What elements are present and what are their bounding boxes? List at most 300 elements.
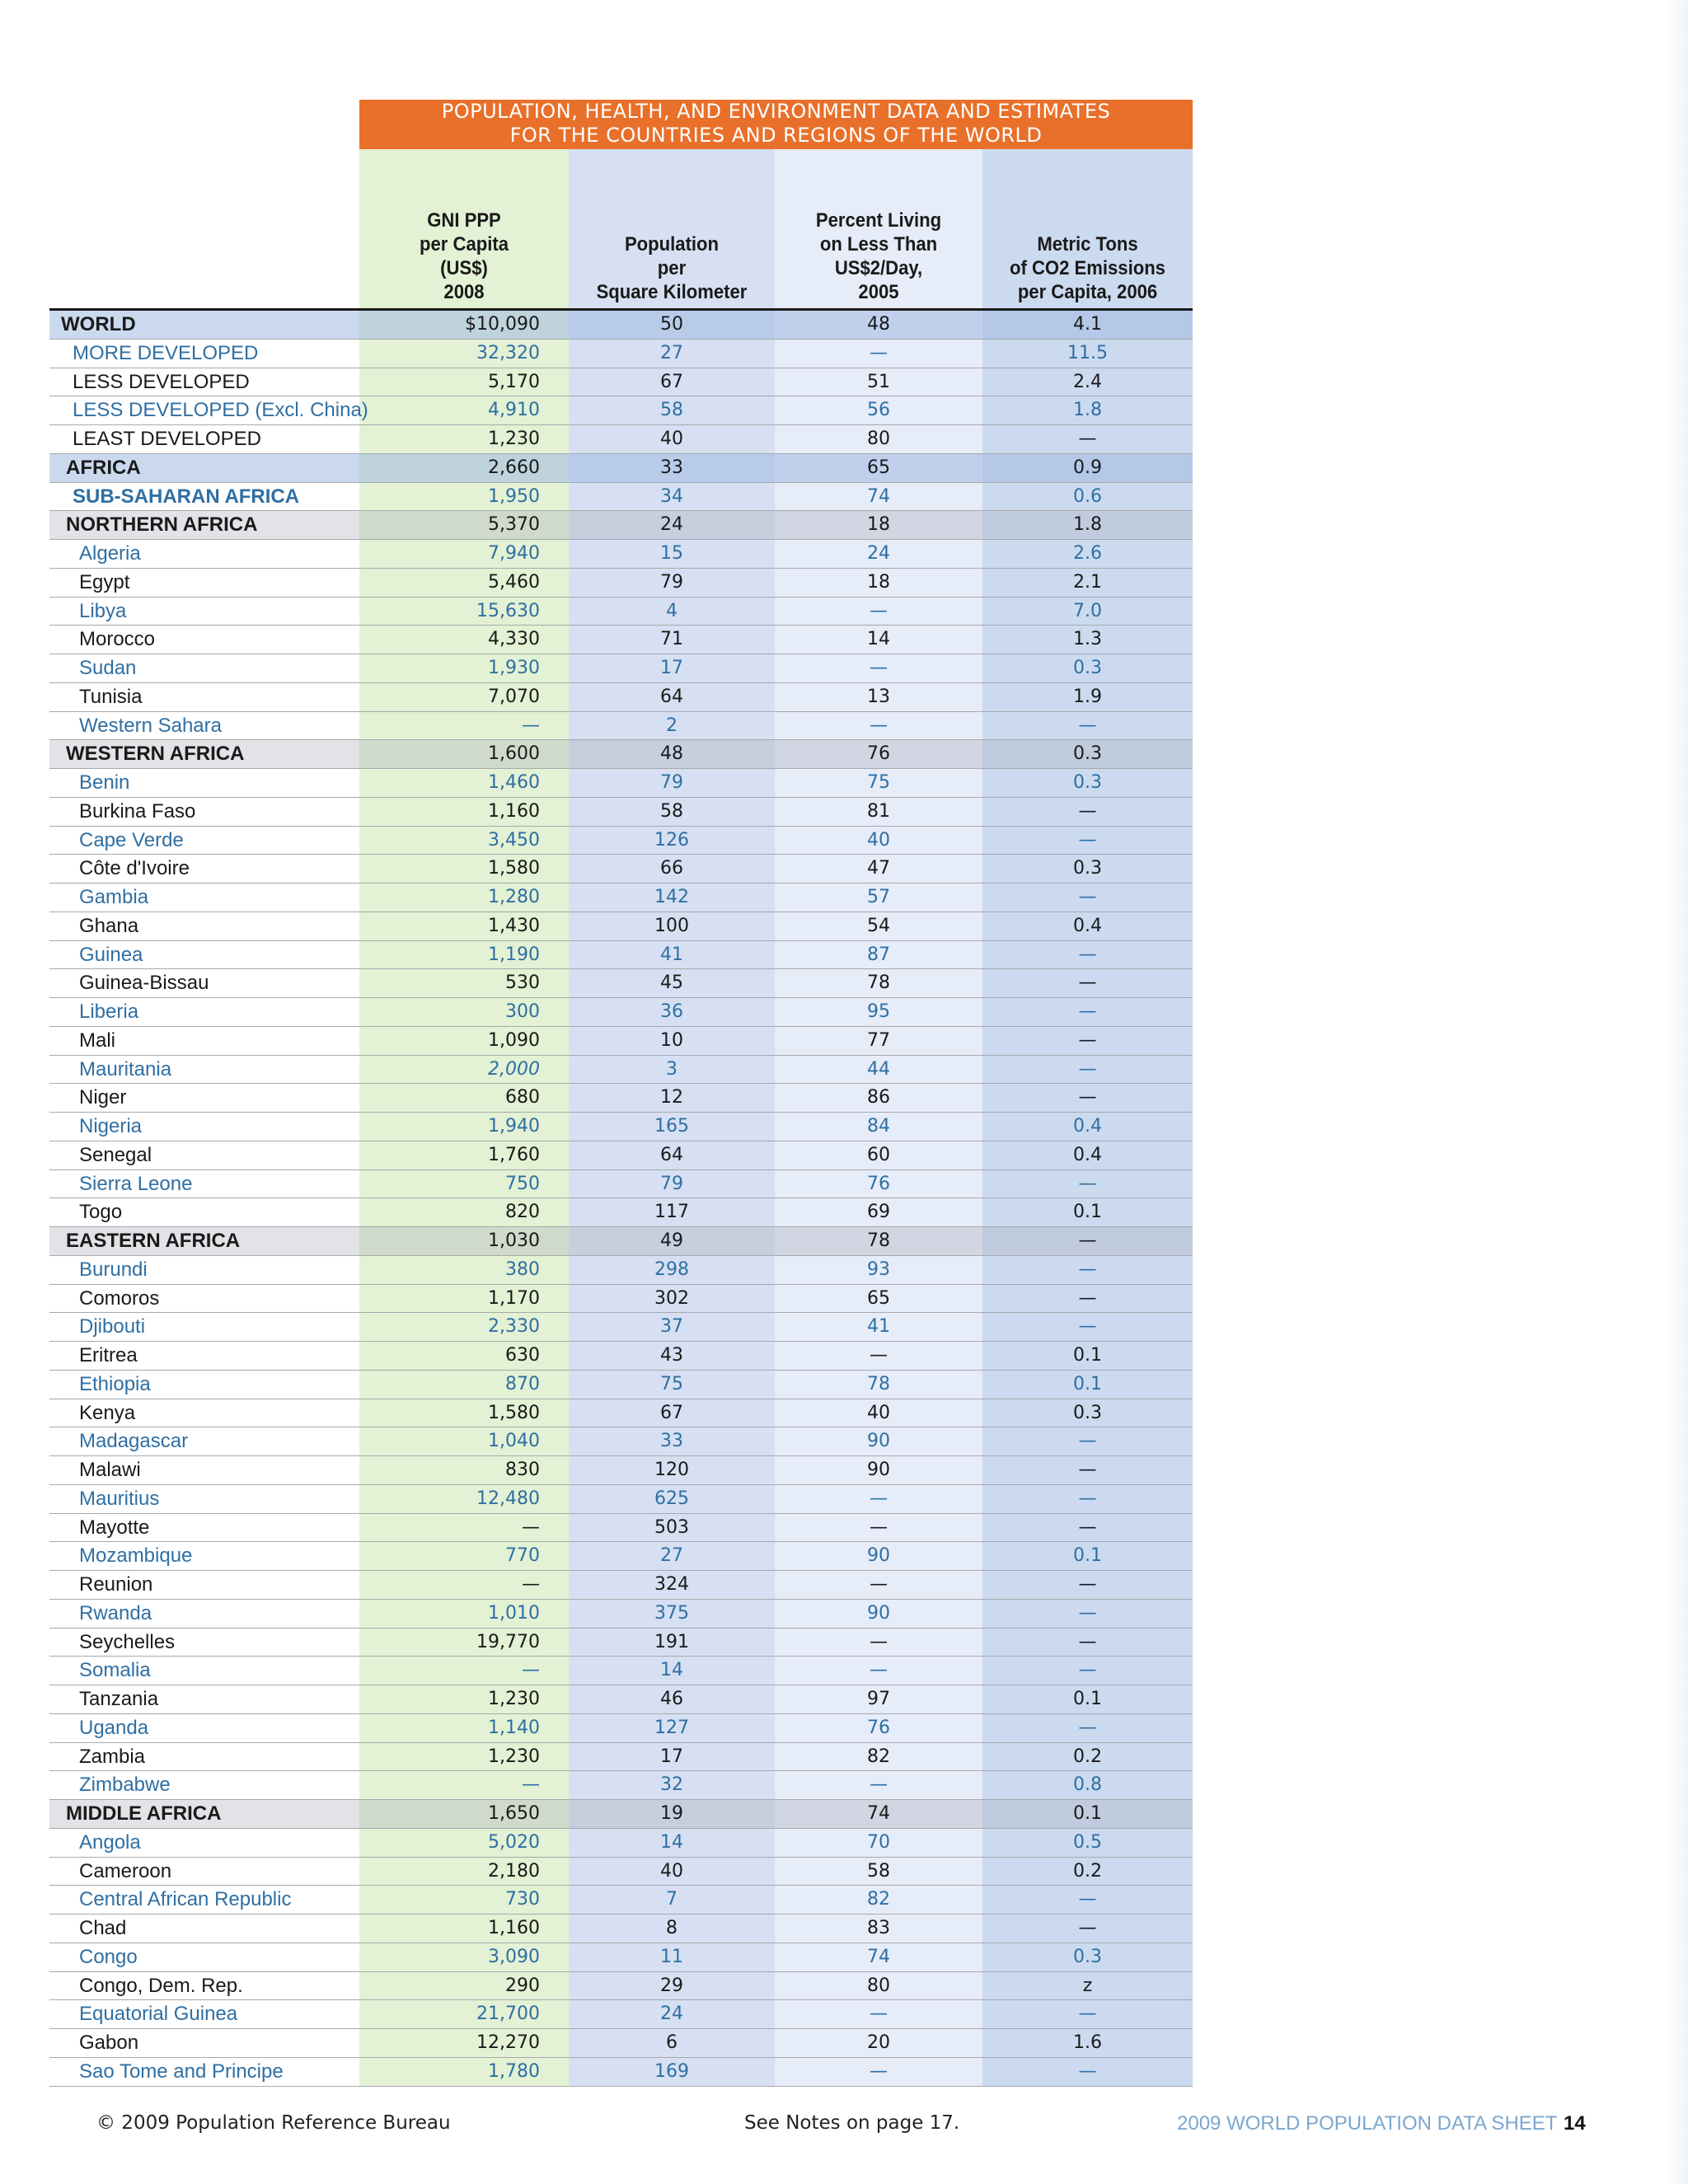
cell-poverty-percent: 75 [867,772,890,793]
row-name: Nigeria [79,1115,143,1137]
row-name: Ghana [79,914,139,937]
cell-gni: 5,370 [488,514,540,536]
row-name: Angola [79,1830,141,1854]
header-gni [368,209,560,304]
cell-population-density: 40 [660,429,683,449]
cell-gni: 32,320 [476,342,540,363]
cell-poverty-percent: — [870,1774,888,1796]
cell-gni: 5,170 [488,371,540,392]
cell-co2: — [1078,1029,1097,1051]
cell-population-density: 191 [654,1631,689,1652]
cell-gni: 2,660 [488,457,540,478]
cell-co2: 1.9 [1073,686,1102,707]
cell-gni: 730 [505,1889,540,1910]
table-row [49,1600,1193,1629]
row-name: Mali [79,1029,116,1052]
cell-co2: — [1078,1918,1097,1938]
cell-poverty-percent: 82 [867,1889,890,1910]
cell-poverty-percent: — [870,1631,888,1652]
cell-poverty-percent: 82 [867,1746,890,1767]
cell-population-density: 126 [654,829,689,851]
cell-population-density: 27 [660,1545,683,1567]
table-row [49,1456,1193,1485]
cell-population-density: 2 [666,715,678,736]
cell-gni: — [522,1774,540,1796]
cell-poverty-percent: 18 [867,571,890,593]
table-row [49,1514,1193,1543]
header-pct-line: Percent Living [815,209,942,232]
header-pop-line: per [657,257,687,279]
table-row [49,2058,1193,2087]
cell-co2: — [1078,1460,1097,1480]
cell-gni: 1,780 [488,2060,540,2082]
row-name: Togo [79,1201,123,1224]
row-name: Equatorial Guinea [79,2003,238,2026]
cell-poverty-percent: 76 [867,1717,890,1738]
cell-population-density: 165 [654,1116,689,1137]
table-row [49,654,1193,683]
cell-population-density: 10 [660,1029,683,1051]
cell-gni: 630 [505,1345,540,1366]
cell-gni: 15,630 [476,600,540,621]
table-row [49,1943,1193,1972]
table-row [49,1399,1193,1428]
cell-gni: 3,090 [488,1946,540,1967]
cell-co2: 0.5 [1073,1831,1102,1853]
cell-gni: 1,090 [488,1029,540,1051]
cell-co2: 2.6 [1073,543,1102,564]
row-name: Ethiopia [79,1372,151,1395]
cell-poverty-percent: 90 [867,1431,890,1452]
table-row [49,1170,1193,1199]
table-row [49,1714,1193,1743]
row-name: Congo, Dem. Rep. [79,1974,243,1997]
table-row [49,2000,1193,2029]
row-name: Sierra Leone [79,1172,193,1195]
cell-gni: 7,940 [488,543,540,564]
table-row [49,740,1193,769]
cell-co2: 0.1 [1073,1345,1102,1366]
cell-co2: — [1078,829,1097,851]
cell-co2: 0.3 [1073,743,1102,765]
cell-poverty-percent: 54 [867,915,890,936]
cell-gni: — [522,1574,540,1595]
row-name: Liberia [79,1001,139,1023]
cell-population-density: 71 [660,629,683,650]
cell-co2: — [1078,1488,1097,1509]
page-edge-strip [1663,0,1688,2184]
cell-population-density: 503 [654,1516,689,1538]
cell-gni: 1,650 [488,1803,540,1824]
cell-poverty-percent: 93 [867,1258,890,1280]
cell-co2: 0.1 [1073,1202,1102,1223]
cell-poverty-percent: 65 [867,1287,890,1309]
cell-poverty-percent: 74 [867,485,890,507]
cell-co2: 0.3 [1073,772,1102,793]
cell-population-density: 19 [660,1803,683,1824]
table-row [49,912,1193,941]
cell-gni: 1,600 [488,743,540,765]
table-row [49,941,1193,970]
cell-poverty-percent: 70 [867,1831,890,1853]
cell-co2: 0.1 [1073,1803,1102,1824]
cell-gni: 4,910 [488,400,540,421]
cell-co2: 0.8 [1073,1774,1102,1796]
cell-poverty-percent: 40 [867,1402,890,1423]
table-row [49,1915,1193,1943]
cell-poverty-percent: — [870,1574,888,1595]
table-row [49,1198,1193,1227]
cell-co2: 0.1 [1073,1545,1102,1567]
cell-co2: — [1078,1717,1097,1738]
title-line-1: POPULATION, HEALTH, AND ENVIRONMENT DATA AND ESTIMATES [441,100,1111,123]
cell-co2: 2.4 [1073,371,1102,392]
header-pct-line: on Less Than [819,233,938,255]
row-name: LESS DEVELOPED [73,370,250,393]
cell-poverty-percent: 83 [867,1918,890,1938]
cell-population-density: 50 [660,314,683,335]
row-name: Cameroon [79,1859,172,1882]
cell-co2: — [1078,1602,1097,1624]
cell-poverty-percent: 80 [867,1975,890,1996]
row-name: LEAST DEVELOPED [73,428,261,450]
cell-gni: 820 [505,1202,540,1223]
cell-population-density: 79 [660,571,683,593]
cell-poverty-percent: 13 [867,686,890,707]
cell-population-density: 7 [666,1889,678,1910]
cell-co2: 0.3 [1073,1946,1102,1967]
cell-co2: 0.6 [1073,485,1102,507]
cell-population-density: 64 [660,1144,683,1165]
table-row [49,712,1193,741]
table-row [49,454,1193,483]
table-row [49,1342,1193,1371]
cell-gni: 2,000 [488,1058,540,1080]
cell-poverty-percent: 74 [867,1803,890,1824]
cell-gni: 1,010 [488,1602,540,1624]
cell-population-density: 375 [654,1602,689,1624]
cell-gni: 1,230 [488,1746,540,1767]
cell-co2: — [1078,972,1097,994]
cell-population-density: 117 [654,1202,689,1223]
cell-gni: 2,180 [488,1860,540,1882]
table-row [49,1027,1193,1056]
row-name: Western Sahara [79,714,222,737]
cell-poverty-percent: 69 [867,1202,890,1223]
cell-gni: 1,430 [488,915,540,936]
cell-poverty-percent: 14 [867,629,890,650]
header-co2-line: Metric Tons [1037,233,1138,255]
table-row [49,1141,1193,1170]
cell-population-density: 324 [654,1574,689,1595]
cell-population-density: 127 [654,1717,689,1738]
table-row [49,425,1193,454]
table-row [49,1285,1193,1314]
cell-gni: 1,580 [488,1402,540,1423]
table-row [49,368,1193,397]
table-row [49,1427,1193,1456]
cell-population-density: 49 [660,1230,683,1251]
table-row [49,340,1193,368]
cell-gni: 1,230 [488,1689,540,1709]
cell-co2: — [1078,1258,1097,1280]
cell-co2: 0.4 [1073,1116,1102,1137]
cell-poverty-percent: 84 [867,1116,890,1137]
table-row [49,569,1193,598]
cell-gni: 1,930 [488,658,540,678]
row-name: SUB-SAHARAN AFRICA [73,485,300,508]
cell-population-density: 32 [660,1774,683,1796]
header-gni-line: 2008 [443,281,485,303]
row-name: AFRICA [66,456,141,479]
cell-poverty-percent: 81 [867,800,890,822]
table-row [49,626,1193,654]
table-row [49,683,1193,712]
cell-population-density: 12 [660,1087,683,1108]
row-name: Guinea [79,943,143,966]
cell-co2: 0.3 [1073,658,1102,678]
cell-population-density: 142 [654,887,689,907]
cell-population-density: 100 [654,915,689,936]
cell-population-density: 79 [660,772,683,793]
table-row [49,1084,1193,1113]
cell-population-density: 17 [660,1746,683,1767]
table-row [49,1371,1193,1399]
cell-poverty-percent: 40 [867,829,890,851]
row-name: Sudan [79,657,137,679]
table-row [49,1113,1193,1141]
cell-poverty-percent: 60 [867,1144,890,1165]
table-row [49,969,1193,998]
cell-population-density: 29 [660,1975,683,1996]
cell-population-density: 24 [660,2004,683,2025]
table-row [49,2029,1193,2058]
cell-population-density: 120 [654,1460,689,1480]
cell-poverty-percent: — [870,1660,888,1681]
cell-gni: 5,020 [488,1831,540,1853]
cell-poverty-percent: — [870,342,888,363]
table-row [49,396,1193,425]
cell-co2: — [1078,1516,1097,1538]
row-name: Somalia [79,1659,151,1682]
cell-population-density: 14 [660,1831,683,1853]
cell-poverty-percent: 76 [867,1173,890,1194]
cell-co2: 2.1 [1073,571,1102,593]
row-name: Tunisia [79,685,143,708]
row-name: Rwanda [79,1601,152,1624]
cell-gni: 1,160 [488,800,540,822]
cell-population-density: 15 [660,543,683,564]
cell-poverty-percent: 78 [867,1230,890,1251]
cell-population-density: 37 [660,1316,683,1338]
cell-population-density: 8 [666,1918,678,1938]
column-headers [359,149,1193,309]
table-row [49,1685,1193,1714]
cell-gni: 1,950 [488,485,540,507]
row-name: Cape Verde [79,828,184,851]
cell-co2: — [1078,1889,1097,1910]
cell-population-density: 43 [660,1345,683,1366]
cell-poverty-percent: — [870,658,888,678]
table-row [49,1771,1193,1800]
cell-co2: 0.4 [1073,915,1102,936]
table-row [49,598,1193,626]
cell-co2: 11.5 [1067,342,1108,363]
cell-population-density: 48 [660,743,683,765]
table-row [49,1256,1193,1285]
cell-gni: — [522,715,540,736]
row-name: Guinea-Bissau [79,972,209,995]
row-name: Tanzania [79,1688,159,1710]
cell-population-density: 66 [660,858,683,879]
cell-poverty-percent: 58 [867,1860,890,1882]
cell-gni: 1,230 [488,429,540,449]
header-pct-line: US$2/Day, [834,257,923,279]
cell-poverty-percent: 87 [867,944,890,965]
cell-population-density: 4 [666,600,678,621]
cell-co2: — [1078,1631,1097,1652]
copyright: © 2009 Population Reference Bureau [96,2112,451,2134]
cell-co2: — [1078,2004,1097,2025]
cell-co2: 0.9 [1073,457,1102,478]
row-name: Egypt [79,570,130,593]
cell-co2: — [1078,1173,1097,1194]
cell-population-density: 36 [660,1001,683,1022]
cell-population-density: 64 [660,686,683,707]
header-gni-line: (US$) [440,257,488,279]
cell-gni: 12,480 [476,1488,540,1509]
publication-title: 2009 WORLD POPULATION DATA SHEET [1177,2112,1558,2135]
table-row [49,1227,1193,1256]
table-row [49,1657,1193,1685]
cell-gni: 1,040 [488,1431,540,1452]
table-row [49,1485,1193,1514]
cell-population-density: 34 [660,485,683,507]
cell-co2: — [1078,944,1097,965]
cell-co2: — [1078,1574,1097,1595]
cell-co2: 0.3 [1073,858,1102,879]
cell-population-density: 41 [660,944,683,965]
cell-poverty-percent: 95 [867,1001,890,1022]
cell-poverty-percent: 86 [867,1087,890,1108]
cell-population-density: 40 [660,1860,683,1882]
header-population-density [577,232,767,304]
row-name: Reunion [79,1573,153,1596]
cell-poverty-percent: 57 [867,887,890,907]
header-poverty [783,209,974,304]
row-name: Central African Republic [79,1888,292,1911]
cell-poverty-percent: 24 [867,543,890,564]
cell-poverty-percent: — [870,2060,888,2082]
row-name: Eritrea [79,1344,138,1366]
cell-gni: 2,330 [488,1316,540,1338]
cell-co2: z [1082,1975,1093,1996]
cell-gni: 7,070 [488,686,540,707]
row-name: Seychelles [79,1630,176,1653]
cell-gni: 1,160 [488,1918,540,1938]
data-table [49,311,1193,2087]
title-line-2: FOR THE COUNTRIES AND REGIONS OF THE WORLD [509,124,1043,147]
page-number: 14 [1564,2112,1586,2135]
cell-co2: 7.0 [1073,600,1102,621]
cell-gni: 1,940 [488,1116,540,1137]
cell-co2: 0.1 [1073,1373,1102,1394]
row-name: Gabon [79,2032,139,2054]
cell-gni: 21,700 [476,2004,540,2025]
cell-poverty-percent: 65 [867,457,890,478]
row-name: Mauritania [79,1057,172,1080]
cell-poverty-percent: 76 [867,743,890,765]
cell-poverty-percent: 56 [867,400,890,421]
cell-poverty-percent: — [870,2004,888,2025]
table-row [49,1313,1193,1342]
table-row [49,1743,1193,1772]
cell-gni: — [522,1660,540,1681]
row-name: Madagascar [79,1430,189,1453]
header-gni-line: GNI PPP [427,209,501,232]
table-row [49,1571,1193,1600]
row-name: Malawi [79,1459,141,1481]
table-row [49,1800,1193,1829]
cell-gni: 530 [505,972,540,994]
cell-co2: — [1078,800,1097,822]
notes-reference: See Notes on page 17. [744,2112,960,2134]
cell-poverty-percent: 80 [867,429,890,449]
cell-co2: — [1078,887,1097,907]
cell-co2: 0.3 [1073,1402,1102,1423]
cell-co2: 1.8 [1073,400,1102,421]
row-name: Côte d'Ivoire [79,857,190,880]
header-pop-line: Square Kilometer [596,281,748,303]
table-row [49,540,1193,569]
row-name: Mauritius [79,1487,160,1510]
cell-population-density: 17 [660,658,683,678]
cell-population-density: 6 [666,2032,678,2053]
cell-population-density: 67 [660,1402,683,1423]
header-co2 [991,232,1184,304]
cell-poverty-percent: 90 [867,1460,890,1480]
cell-population-density: 67 [660,371,683,392]
row-name: Sao Tome and Principe [79,2060,284,2083]
cell-gni: 1,190 [488,944,540,965]
cell-gni: 12,270 [476,2032,540,2053]
cell-poverty-percent: 48 [867,314,890,335]
table-row [49,855,1193,883]
cell-population-density: 75 [660,1373,683,1394]
cell-gni: 1,460 [488,772,540,793]
cell-co2: — [1078,1316,1097,1338]
cell-co2: — [1078,2060,1097,2082]
table-row [49,483,1193,512]
cell-population-density: 79 [660,1173,683,1194]
cell-gni: 870 [505,1373,540,1394]
cell-poverty-percent: 78 [867,1373,890,1394]
cell-population-density: 14 [660,1660,683,1681]
table-row [49,827,1193,855]
cell-co2: — [1078,715,1097,736]
cell-population-density: 298 [654,1258,689,1280]
row-name: Burkina Faso [79,799,196,823]
cell-co2: 1.3 [1073,629,1102,650]
cell-gni: 5,460 [488,571,540,593]
row-name: Congo [79,1945,138,1968]
row-name: Chad [79,1917,127,1939]
cell-co2: — [1078,1001,1097,1022]
title-banner [359,100,1193,149]
table-row [49,1829,1193,1858]
cell-poverty-percent: 90 [867,1545,890,1567]
cell-population-density: 58 [660,400,683,421]
